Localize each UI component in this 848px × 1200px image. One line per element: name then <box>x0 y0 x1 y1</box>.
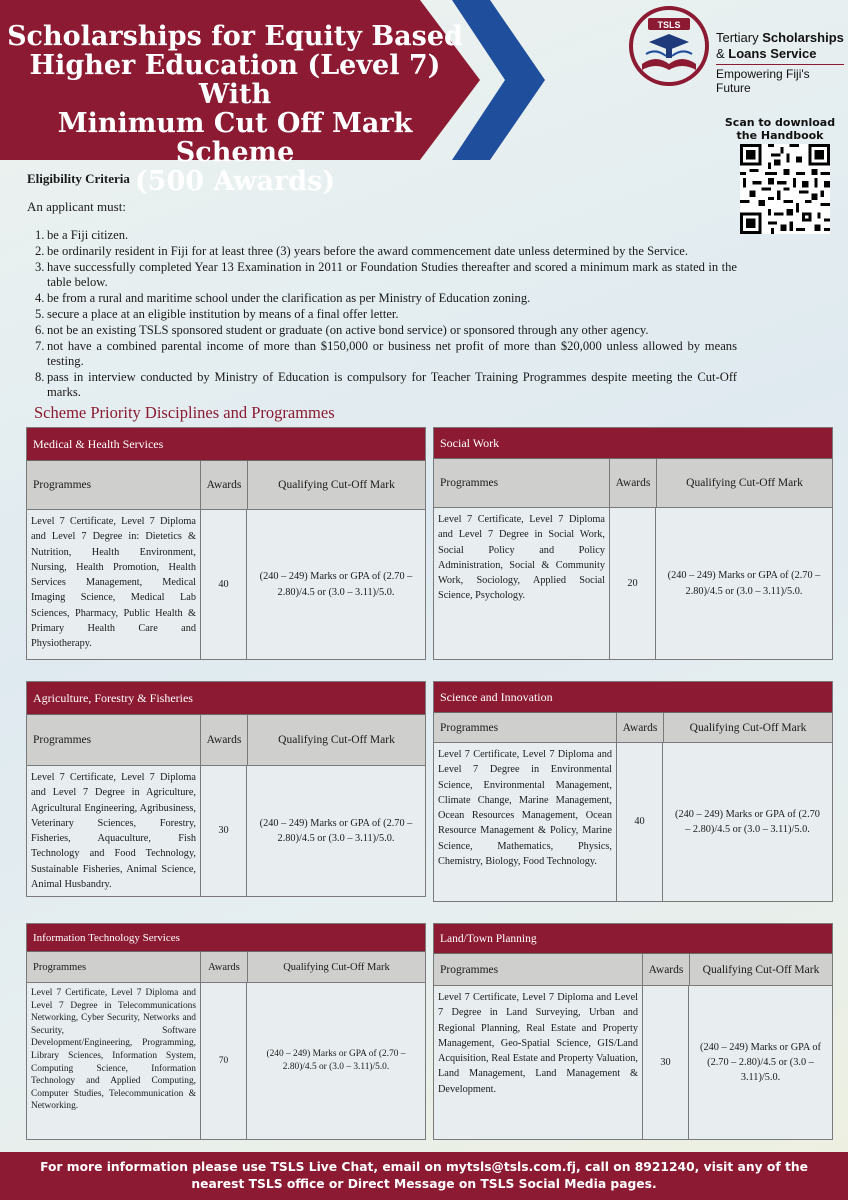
list-text: have successfully completed Year 13 Examination in 2011 or Foundation Studies thereafter and scored a minimum mark as stated in the table below. <box>47 260 737 289</box>
list-item <box>27 323 737 338</box>
col-awards: Awards <box>617 713 664 742</box>
table-science <box>433 681 833 902</box>
logo-badge-text: TSLS <box>657 20 681 30</box>
list-item <box>27 260 737 290</box>
table-agriculture <box>26 681 426 897</box>
col-mark: Qualifying Cut-Off Mark <box>702 963 820 976</box>
cell-programmes: Level 7 Certificate, Level 7 Diploma and Level 7 Degree in Agriculture, Agricultural Engineering, Agribusiness, Veterinary Sciences, Forestry, Fisheries, Aquaculture, Fish Technology and Food Technology, Sustainable Fisheries, Animal Science, Animal Husbandry. <box>27 766 201 896</box>
list-item <box>27 291 737 306</box>
table-land <box>433 923 833 1140</box>
col-mark: Qualifying Cut-Off Mark <box>278 734 395 746</box>
list-text: secure a place at an eligible institution by means of a final offer letter. <box>47 307 399 321</box>
list-text: be a Fiji citizen. <box>47 228 129 242</box>
col-awards: Awards <box>201 952 248 982</box>
list-text: not have a combined parental income of more than $150,000 or business net profit of more than $20,000 unless allowed by means testing. <box>47 339 737 368</box>
col-programmes: Programmes <box>27 715 201 765</box>
list-number: 6. <box>35 323 45 337</box>
col-mark: Qualifying Cut-Off Mark <box>283 961 390 973</box>
table-it <box>26 923 426 1140</box>
list-number: 7. <box>35 339 45 353</box>
list-item <box>27 244 737 259</box>
table-row <box>27 766 425 896</box>
page-title <box>0 22 470 196</box>
logo-name-line2 <box>716 46 816 61</box>
col-programmes: Programmes <box>27 952 201 982</box>
list-number: 2. <box>35 244 45 258</box>
cell-awards: 40 <box>617 743 663 901</box>
table-medical <box>26 427 426 660</box>
col-awards: Awards <box>610 459 657 507</box>
col-awards: Awards <box>201 715 248 765</box>
table-title: Land/Town Planning <box>434 924 832 954</box>
qr-code-icon[interactable] <box>740 144 830 234</box>
title-line: (500 Awards) <box>134 166 336 197</box>
table-row <box>434 508 832 659</box>
tsls-logo[interactable] <box>624 6 844 95</box>
table-header-row <box>434 459 832 508</box>
table-header-row <box>27 461 425 510</box>
eligibility-list <box>27 228 737 401</box>
table-title: Science and Innovation <box>434 682 832 713</box>
table-row <box>434 986 832 1139</box>
logo-text: Tertiary <box>716 30 763 45</box>
table-row <box>434 743 832 901</box>
list-number: 1. <box>35 228 45 242</box>
cell-programmes: Level 7 Certificate, Level 7 Diploma and Level 7 Degree in Environmental Science, Environmental Management, Climate Change, Marine Management, Ocean Resources Management, Ocean Resource Management & Policy, Marine Science, Mathematics, Physics, Chemistry, Biology, Food Technology. <box>434 743 617 901</box>
list-number: 5. <box>35 307 45 321</box>
table-row <box>27 983 425 1139</box>
logo-tagline: Empowering Fiji's Future <box>716 64 844 95</box>
col-awards: Awards <box>643 954 690 985</box>
eligibility-title: Eligibility Criteria <box>27 171 130 186</box>
qr-label: Scan to download the Handbook <box>724 116 836 142</box>
list-number: 8. <box>35 370 45 384</box>
cell-awards: 30 <box>201 766 247 896</box>
table-header-row <box>27 952 425 983</box>
list-text: be from a rural and maritime school under the clarification as per Ministry of Education zoning. <box>47 291 531 305</box>
footer-text: For more information please use TSLS Live Chat, email on mytsls@tsls.com.fj, call on 8921240, visit any of the nearest TSLS office or Direct Message on TSLS Social Media pages. <box>40 1160 808 1191</box>
list-text: not be an existing TSLS sponsored student or graduate (on active bond service) or sponsored through any other agency. <box>47 323 649 337</box>
list-item <box>27 370 737 400</box>
list-text: pass in interview conducted by Ministry of Education is compulsory for Teacher Training Programmes despite meeting the Cut-Off marks. <box>47 370 737 399</box>
list-text: be ordinarily resident in Fiji for at least three (3) years before the award commencement date unless determined by the Service. <box>47 244 688 258</box>
logo-text-bold: Scholarships <box>762 30 844 45</box>
table-header-row <box>434 954 832 986</box>
title-line: Minimum Cut Off Mark Scheme <box>57 108 413 168</box>
tsls-emblem-icon <box>624 6 714 86</box>
cell-awards: 20 <box>610 508 656 659</box>
cell-awards: 40 <box>201 510 247 659</box>
cell-programmes: Level 7 Certificate, Level 7 Diploma and Level 7 Degree in Social Work, Social Policy and Policy Administration, Social & Community Work, Sociology, Applied Social Science, Psychology. <box>434 508 610 659</box>
cell-mark: (240 – 249) Marks or GPA of (2.70 – 2.80)/4.5 or (3.0 – 3.11)/5.0. <box>675 808 820 835</box>
table-header-row <box>27 715 425 766</box>
cell-awards: 30 <box>643 986 689 1139</box>
table-title: Social Work <box>434 428 832 459</box>
title-line: Higher Education (Level 7) With <box>29 50 441 110</box>
table-header-row <box>434 713 832 743</box>
list-item <box>27 307 737 322</box>
cell-mark: (240 – 249) Marks or GPA of (2.70 – 2.80)/4.5 or (3.0 – 3.11)/5.0. <box>259 571 413 598</box>
list-number: 3. <box>35 260 45 274</box>
cell-mark: (240 – 249) Marks or GPA of (2.70 – 2.80)/4.5 or (3.0 – 3.11)/5.0. <box>259 817 413 844</box>
cell-programmes: Level 7 Certificate, Level 7 Diploma and Level 7 Degree in Telecommunications Networking, Cyber Security, Networks and Security, Software Development/Engineering, Programming, Library Sciences, Information System, Computing Science, Information Technology and Applied Computing, Computer Studies, Telecommunication & Networking. <box>27 983 201 1139</box>
footer-banner <box>0 1152 848 1200</box>
list-item <box>27 339 737 369</box>
table-row <box>27 510 425 659</box>
section-heading: Scheme Priority Disciplines and Programmes <box>34 403 335 422</box>
table-title: Agriculture, Forestry & Fisheries <box>27 682 425 715</box>
cell-programmes: Level 7 Certificate, Level 7 Diploma and Level 7 Degree in Land Surveying, Urban and Regional Planning, Real Estate and Property Management, Geo-Spatial Science, GIS/Land Acquisition, Real Estate and Property Valuation, Land Management, Land Management & Development. <box>434 986 643 1139</box>
col-mark: Qualifying Cut-Off Mark <box>689 721 807 734</box>
logo-text: & <box>716 46 729 61</box>
col-programmes: Programmes <box>434 459 610 507</box>
list-number: 4. <box>35 291 45 305</box>
cell-mark: (240 – 249) Marks or GPA of (2.70 – 2.80)/4.5 or (3.0 – 3.11)/5.0. <box>266 1049 406 1072</box>
cell-mark: (240 – 249) Marks or GPA of (2.70 – 2.80)/4.5 or (3.0 – 3.11)/5.0. <box>700 1041 821 1084</box>
col-programmes: Programmes <box>434 713 617 742</box>
table-title: Information Technology Services <box>27 924 425 952</box>
list-item <box>27 228 737 243</box>
col-mark: Qualifying Cut-Off Mark <box>278 479 395 491</box>
title-line: Scholarships for Equity Based <box>7 21 463 52</box>
logo-name-line1 <box>716 30 844 45</box>
cell-awards: 70 <box>201 983 247 1139</box>
eligibility-intro: An applicant must: <box>27 199 126 214</box>
table-title: Medical & Health Services <box>27 428 425 461</box>
col-mark: Qualifying Cut-Off Mark <box>686 477 803 489</box>
logo-text-bold: Loans Service <box>728 46 817 61</box>
cell-programmes: Level 7 Certificate, Level 7 Diploma and Level 7 Degree in: Dietetics & Nutrition, Health Environment, Nursing, Health Promotion, Health Services Management, Medical Imaging Science, Medical Lab Sciences, Pharmacy, Public Health & Primary Health Care and Physiotherapy. <box>27 510 201 659</box>
col-programmes: Programmes <box>27 461 201 509</box>
cell-mark: (240 – 249) Marks or GPA of (2.70 – 2.80)/4.5 or (3.0 – 3.11)/5.0. <box>667 570 821 597</box>
col-awards: Awards <box>201 461 248 509</box>
table-social <box>433 427 833 660</box>
col-programmes: Programmes <box>434 954 643 985</box>
